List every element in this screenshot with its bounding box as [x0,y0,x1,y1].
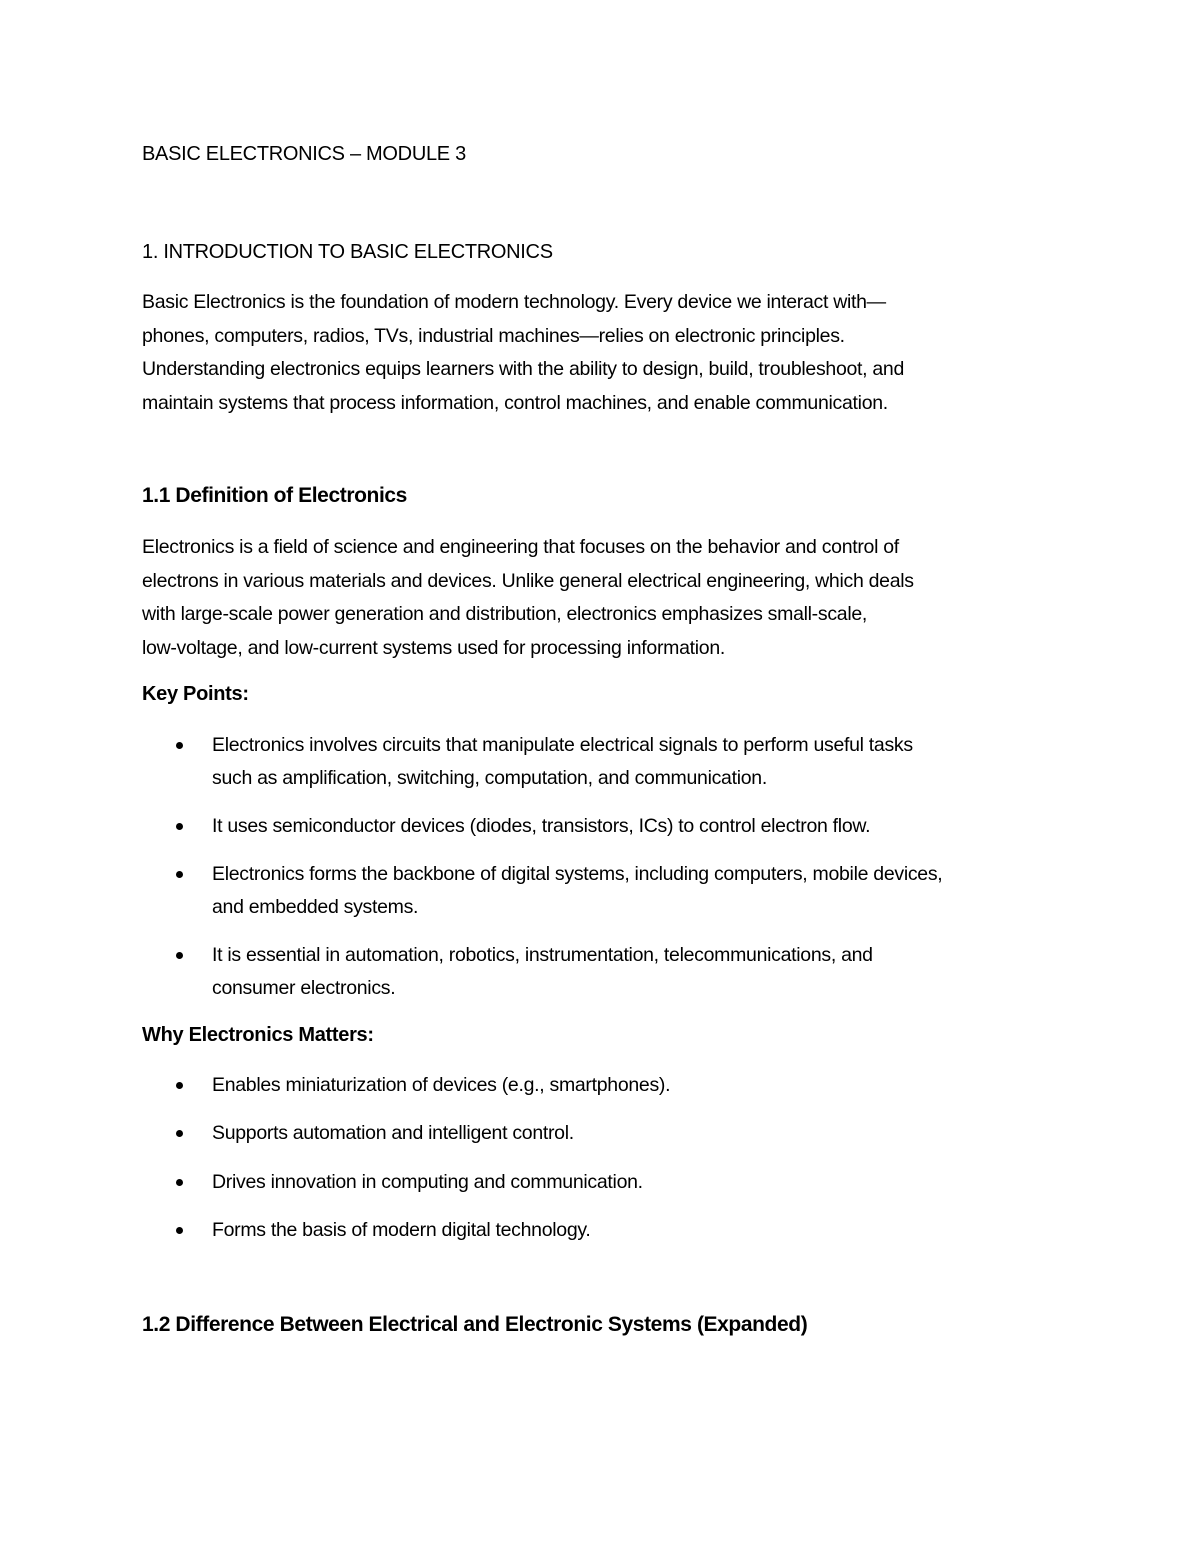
list-item-text [212,729,1082,794]
list-item-line: It uses semiconductor devices (diodes, transistors, ICs) to control electron flow. [212,815,871,837]
section-1-1-paragraph [142,531,1062,665]
bullet-icon [176,1130,183,1137]
paragraph-line: Basic Electronics is the foundation of modern technology. Every device we interact with— [142,291,886,313]
list-item-line: It is essential in automation, robotics, instrumentation, telecommunications, and [212,944,873,966]
paragraph-line: low-voltage, and low-current systems used for processing information. [142,636,725,659]
paragraph-line: Electronics is a field of science and engineering that focuses on the behavior and control of [142,536,899,558]
document-title: BASIC ELECTRONICS – MODULE 3 [142,143,466,165]
bullet-icon [176,823,183,830]
key-points-label: Key Points: [142,683,249,705]
bullet-icon [176,1082,183,1089]
paragraph-line: electrons in various materials and devices. Unlike general electrical engineering, which deals [142,569,914,592]
list-item-line: and embedded systems. [212,895,419,918]
list-item-line: consumer electronics. [212,976,396,999]
bullet-icon [176,1227,183,1234]
section-1-2-heading: 1.2 Difference Between Electrical and Electronic Systems (Expanded) [142,1313,808,1336]
paragraph-line: maintain systems that process information, control machines, and enable communication. [142,391,888,414]
section-1-paragraph [142,286,1062,420]
list-item-text [212,939,1082,1004]
section-1-1-heading: 1.1 Definition of Electronics [142,484,407,507]
why-electronics-label: Why Electronics Matters: [142,1024,374,1046]
section-1-heading: 1. INTRODUCTION TO BASIC ELECTRONICS [142,241,553,263]
list-item-line: Electronics involves circuits that manipulate electrical signals to perform useful tasks [212,734,913,756]
list-item-text: Forms the basis of modern digital technology. [212,1219,591,1241]
list-item-text [212,810,1082,843]
list-item-line: Electronics forms the backbone of digital systems, including computers, mobile devices, [212,863,943,885]
bullet-icon [176,1179,183,1186]
paragraph-line: Understanding electronics equips learners with the ability to design, build, troubleshoot, and [142,358,905,380]
bullet-icon [176,742,183,749]
paragraph-line: with large-scale power generation and distribution, electronics emphasizes small-scale, [142,603,868,625]
list-item-text: Supports automation and intelligent control. [212,1122,574,1144]
list-item-text [212,858,1082,923]
paragraph-line: phones, computers, radios, TVs, industrial machines—relies on electronic principles. [142,324,845,347]
bullet-icon [176,952,183,959]
list-item-line: such as amplification, switching, computation, and communication. [212,766,767,789]
bullet-icon [176,871,183,878]
list-item-text: Drives innovation in computing and communication. [212,1171,643,1193]
list-item-text: Enables miniaturization of devices (e.g., smartphones). [212,1074,671,1096]
